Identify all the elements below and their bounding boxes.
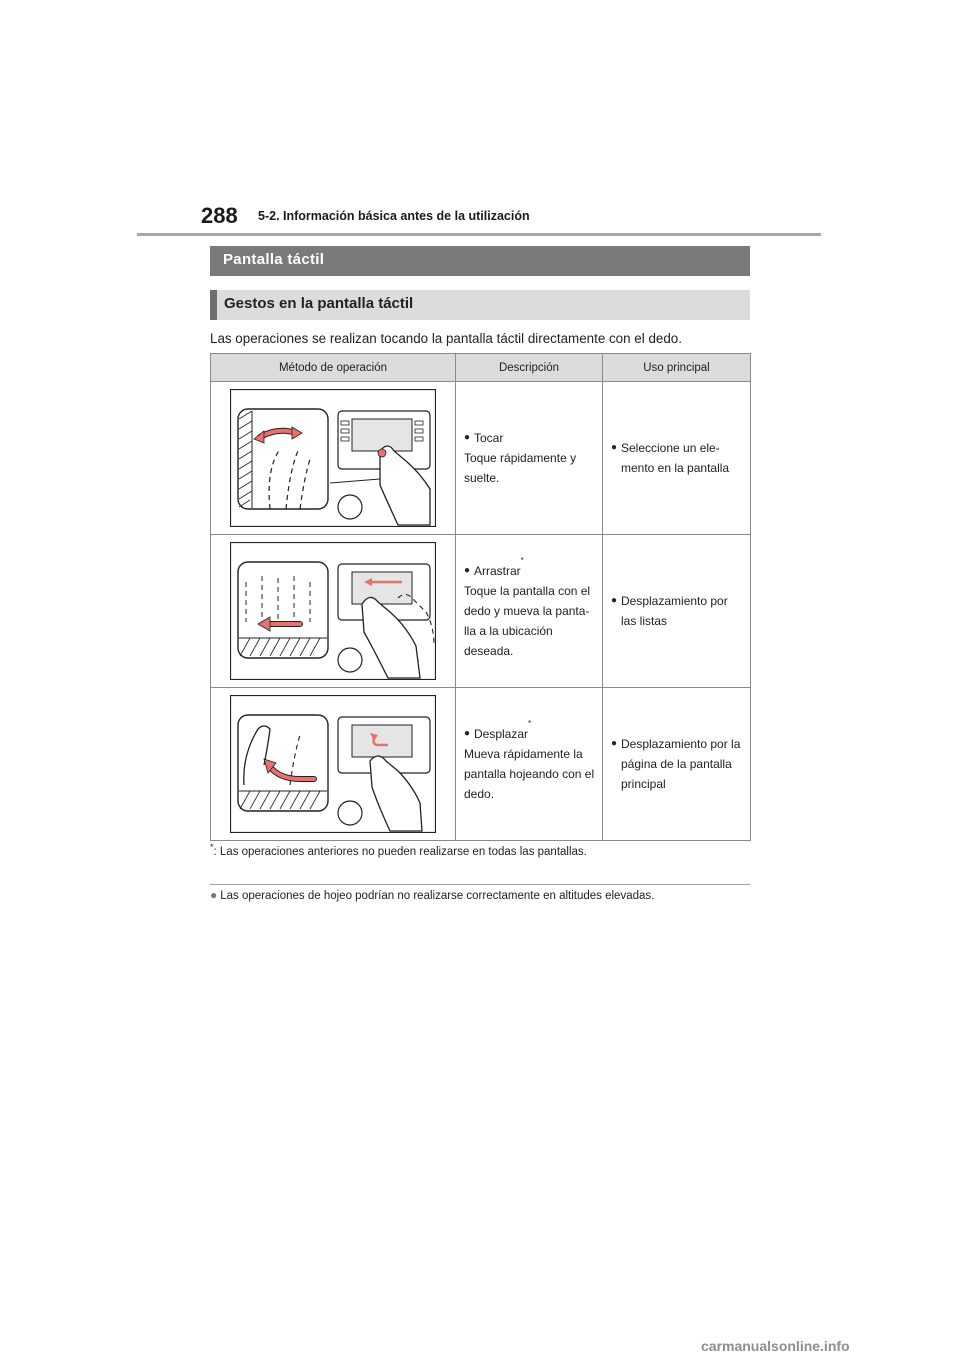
table-row [211, 688, 751, 841]
col-header-method: Método de operación [211, 354, 456, 382]
col-header-description: Descripción [456, 354, 603, 382]
description-line: lla a la ubicación [464, 624, 553, 638]
subheading-title: Gestos en la pantalla táctil [224, 295, 414, 312]
description-line: pantalla hojeando con el [464, 767, 595, 781]
table-header-row [211, 354, 751, 382]
gesture-footnote-mark: * [520, 556, 524, 565]
description-line: Toque la pantalla con el [464, 584, 591, 598]
use-line: principal [621, 777, 666, 791]
gestures-table [210, 353, 751, 841]
description-line: suelte. [464, 471, 500, 485]
bullet-icon: ● [611, 595, 618, 606]
tap-gesture-illustration [230, 389, 436, 527]
description-cell [456, 535, 603, 688]
bullet-icon: ● [464, 565, 471, 576]
intro-text: Las operaciones se realizan tocando la pantalla táctil directamente con el dedo. [210, 331, 682, 346]
method-cell [211, 688, 456, 841]
use-line: Seleccione un ele- [621, 441, 720, 455]
description-line: dedo y mueva la panta- [464, 604, 590, 618]
gesture-name: Desplazar [474, 727, 529, 741]
use-line: Desplazamiento por la [621, 737, 741, 751]
description-cell [456, 382, 603, 535]
watermark: carmanualsonline.info [701, 1338, 850, 1354]
description-line: dedo. [464, 787, 495, 801]
bullet-icon: ● [464, 728, 471, 739]
drag-gesture-illustration [230, 542, 436, 680]
table-row [211, 382, 751, 535]
bullet-icon: ● [611, 738, 618, 749]
bullet-icon: ● [464, 432, 471, 443]
footnote-mark: * [210, 842, 214, 853]
note [210, 888, 654, 902]
description-line: Mueva rápidamente la [464, 747, 583, 761]
footnote [210, 842, 587, 858]
flick-gesture-illustration [230, 695, 436, 833]
use-line: mento en la pantalla [621, 461, 730, 475]
bullet-circle-icon: ● [210, 888, 218, 902]
method-cell [211, 382, 456, 535]
footnote-text: : Las operaciones anteriores no pueden realizarse en todas las pantallas. [213, 846, 587, 858]
note-text: Las operaciones de hojeo podrían no realizarse correctamente en altitudes elevadas. [220, 890, 655, 902]
section-title: 5-2. Información básica antes de la utilización [258, 209, 530, 223]
subheading-bar [210, 290, 750, 320]
page-number: 288 [201, 203, 238, 228]
heading-bar [210, 246, 750, 276]
description-cell [456, 688, 603, 841]
use-cell [603, 688, 751, 841]
description-line: Toque rápidamente y [464, 451, 577, 465]
use-line: página de la pantalla [621, 757, 732, 771]
use-cell [603, 535, 751, 688]
gesture-footnote-mark: * [528, 719, 532, 728]
gesture-name: Arrastrar [474, 564, 521, 578]
table-row [211, 535, 751, 688]
description-line: deseada. [464, 644, 514, 658]
method-cell [211, 535, 456, 688]
use-line: las listas [621, 614, 668, 628]
bullet-icon: ● [611, 442, 618, 453]
use-cell [603, 382, 751, 535]
note-divider [210, 884, 750, 885]
heading-title: Pantalla táctil [223, 251, 325, 268]
use-line: Desplazamiento por [621, 594, 728, 608]
col-header-use: Uso principal [603, 354, 751, 382]
header-rule [137, 233, 821, 236]
gesture-name: Tocar [474, 431, 504, 445]
